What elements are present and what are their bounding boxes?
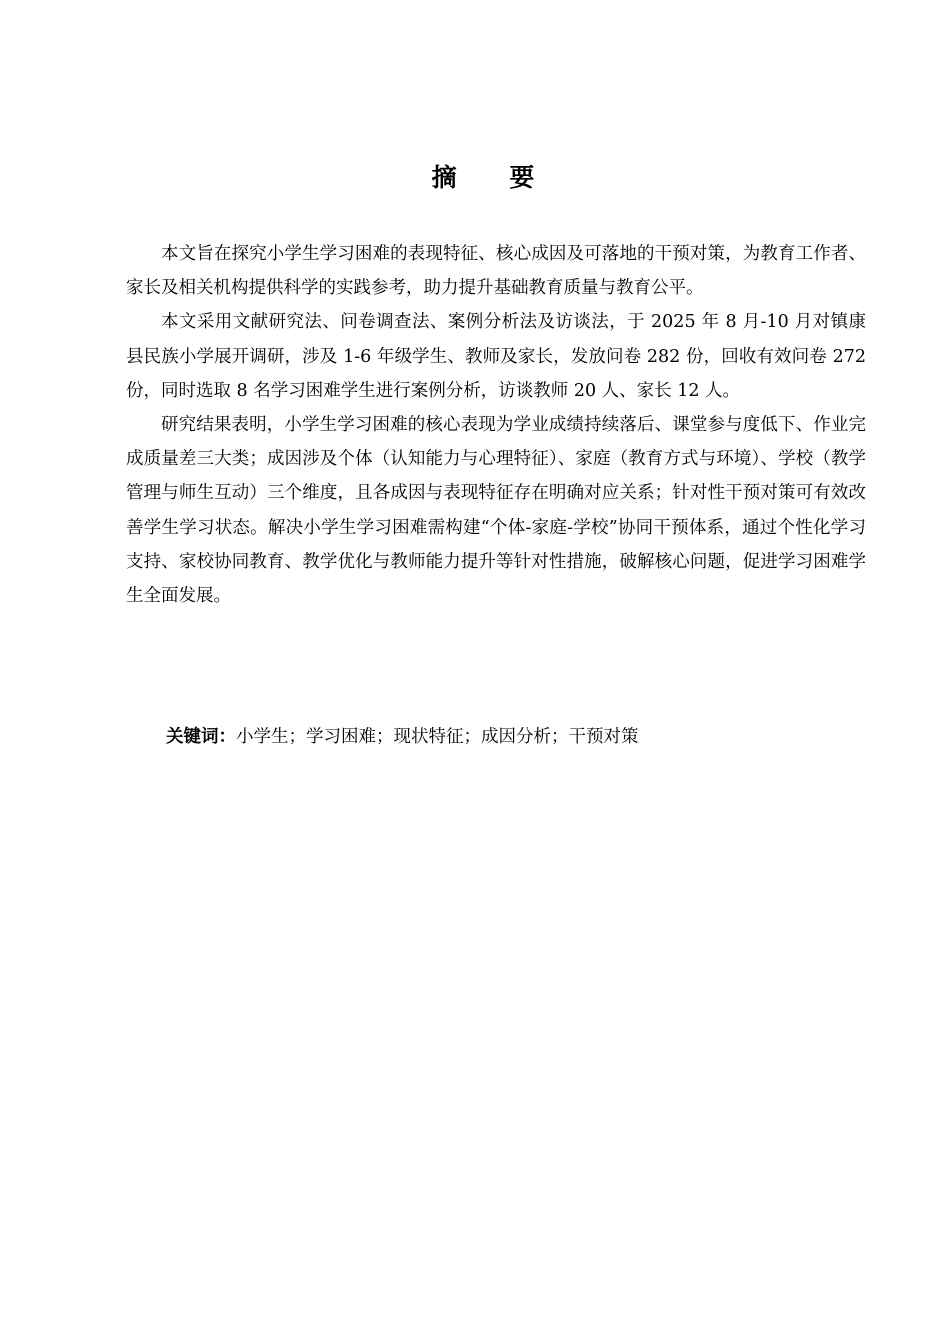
keywords-label: 关键词： <box>166 727 236 747</box>
abstract-body <box>126 237 866 613</box>
keywords-text: 小学生；学习困难；现状特征；成因分析；干预对策 <box>236 727 639 747</box>
abstract-paragraph-2: 本文采用文献研究法、问卷调查法、案例分析法及访谈法，于 2025 年 8 月-10 月对镇康县民族小学展开调研，涉及 1-6 年级学生、教师及家长，发放问卷 282 份，回收有效问卷 272 份，同时选取 8 名学习困难学生进行案例分析，访谈教师 20 人、家长 12 人。 <box>126 312 866 401</box>
abstract-paragraph-1: 本文旨在探究小学生学习困难的表现特征、核心成因及可落地的干预对策，为教育工作者、家长及相关机构提供科学的实践参考，助力提升基础教育质量与教育公平。 <box>126 244 866 299</box>
abstract-paragraph-3: 研究结果表明，小学生学习困难的核心表现为学业成绩持续落后、课堂参与度低下、作业完成质量差三大类；成因涉及个体（认知能力与心理特征）、家庭（教育方式与环境）、学校（教学管理与师生互动）三个维度，且各成因与表现特征存在明确对应关系；针对性干预对策可有效改善学生学习状态。解决小学生学习困难需构建“个体-家庭-学校”协同干预体系，通过个性化学习支持、家校协同教育、教学优化与教师能力提升等针对性措施，破解核心问题，促进学习困难学生全面发展。 <box>126 415 866 607</box>
abstract-title: 摘 要 <box>431 163 557 192</box>
keywords-line <box>166 720 866 754</box>
